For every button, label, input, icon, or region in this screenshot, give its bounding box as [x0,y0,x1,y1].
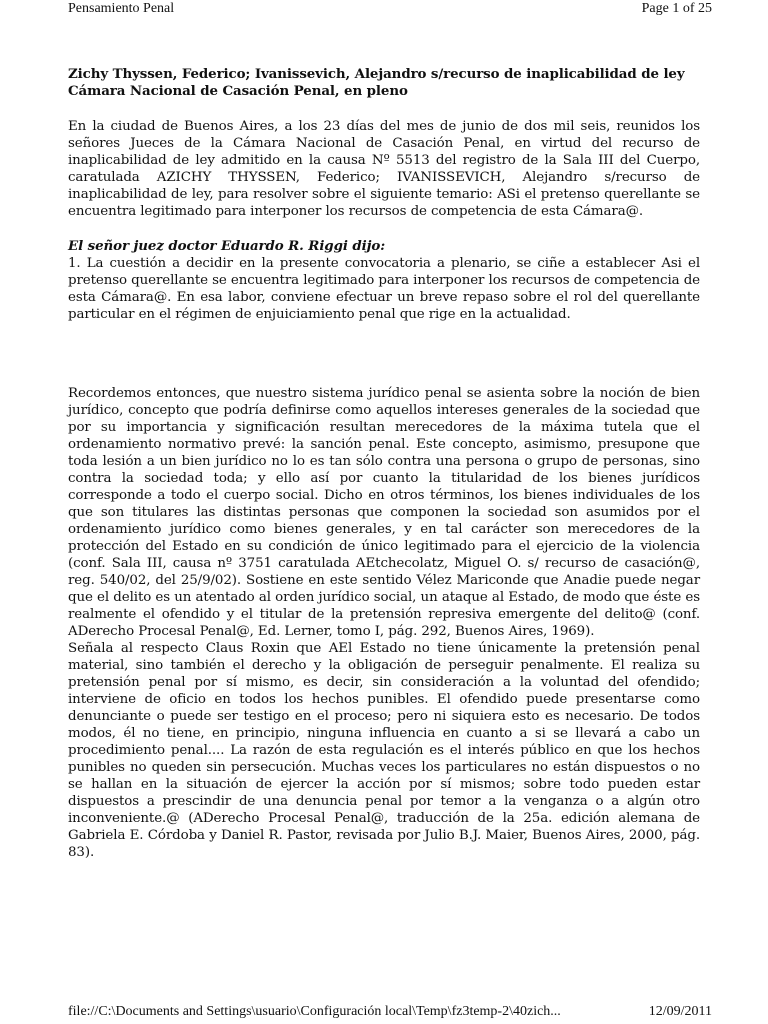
page-footer [0,1002,768,1024]
intro-paragraph: En la ciudad de Buenos Aires, a los 23 días del mes de junio de dos mil seis, reunidos los señores Jueces de la Cámara Nacional de Casación Penal, en virtud del recurso de inaplicabilidad de ley admitido en la causa Nº 5513 del registro de la Sala III del Cuerpo, caratulada AZICHY THYSSEN, Federico; IVANISSEVICH, Alejandro s/recurso de inaplicabilidad de ley, para resolver sobre el siguiente temario: ASi el pretenso querellante se encuentra legitimado para interponer los recursos de competencia de esta Cámara@. [68,119,700,219]
document-title [68,66,700,100]
publication-name: Pensamiento Penal [68,1,175,16]
page-number: Page 1 of 25 [641,1,712,16]
speaker-heading: El señor juez doctor Eduardo R. Riggi dijo: [68,238,386,254]
file-path: file://C:\Documents and Settings\usuario\Configuración local\Temp\fz3temp-2\40zich... [68,1004,561,1019]
case-title: Zichy Thyssen, Federico; Ivanissevich, Alejandro s/recurso de inaplicabilidad de ley [68,66,685,82]
document-body [68,66,700,861]
court-name: Cámara Nacional de Casación Penal, en pleno [68,83,408,99]
paragraph-1: 1. La cuestión a decidir en la presente convocatoria a plenario, se ciñe a establecer Asi el pretenso querellante se encuentra legitimado para interponer los recursos de competencia de esta Cámara@. En esa labor, conviene efectuar un breve repaso sobre el rol del querellante particular en el régimen de enjuiciamiento penal que rige en la actualidad. [68,256,700,322]
paragraph-3: Señala al respecto Claus Roxin que AEl Estado no tiene únicamente la pretensión penal material, sino también el derecho y la obligación de perseguir penalmente. El realiza su pretensión penal por sí mismo, es decir, sin consideración a la voluntad del ofendido; interviene de oficio en todos los hechos punibles. El ofendido puede presentarse como denunciante o puede ser testigo en el proceso; pero ni siquiera esto es necesario. De todos modos, él no tiene, en principio, ninguna influencia en cuanto a si se llevará a cabo un procedimiento penal.... La razón de esta regulación es el interés público en que los hechos punibles no queden sin persecución. Muchas veces los particulares no están dispuestos o no se hallan en la situación de ejercer la acción por sí mismos; sobre todo pueden estar dispuestos a prescindir de una denuncia penal por temor a la venganza o a algún otro inconveniente.@ (ADerecho Procesal Penal@, traducción de la 25a. edición alemana de Gabriela E. Córdoba y Daniel R. Pastor, revisada por Julio B.J. Maier, Buenos Aires, 2000, pág. 83). [68,641,700,860]
print-date: 12/09/2011 [648,1004,712,1019]
page-header [0,0,768,22]
paragraph-2: Recordemos entonces, que nuestro sistema jurídico penal se asienta sobre la noción de bien jurídico, concepto que podría definirse como aquellos intereses generales de la sociedad que por su importancia y significación resultan merecedores de la máxima tutela que el ordenamiento normativo prevé: la sanción penal. Este concepto, asimismo, presupone que toda lesión a un bien jurídico no lo es tan sólo contra una persona o grupo de personas, sino contra la sociedad toda; y ello así por cuanto la titularidad de los bienes jurídicos corresponde a todo el cuerpo social. Dicho en otros términos, los bienes individuales de los que son titulares las distintas personas que componen la sociedad son asumidos por el ordenamiento jurídico como bienes generales, y en tal carácter son merecedores de la protección del Estado en su condición de único legitimado para el ejercicio de la violencia (conf. Sala III, causa nº 3751 caratulada AEtchecolatz, Miguel O. s/ recurso de casación@, reg. 540/02, del 25/9/02). Sostiene en este sentido Vélez Mariconde que Anadie puede negar que el delito es un atentado al orden jurídico social, un ataque al Estado, de modo que éste es realmente el ofendido y el titular de la pretensión represiva emergente del delito@ (conf. ADerecho Procesal Penal@, Ed. Lerner, tomo I, pág. 292, Buenos Aires, 1969). [68,386,700,639]
